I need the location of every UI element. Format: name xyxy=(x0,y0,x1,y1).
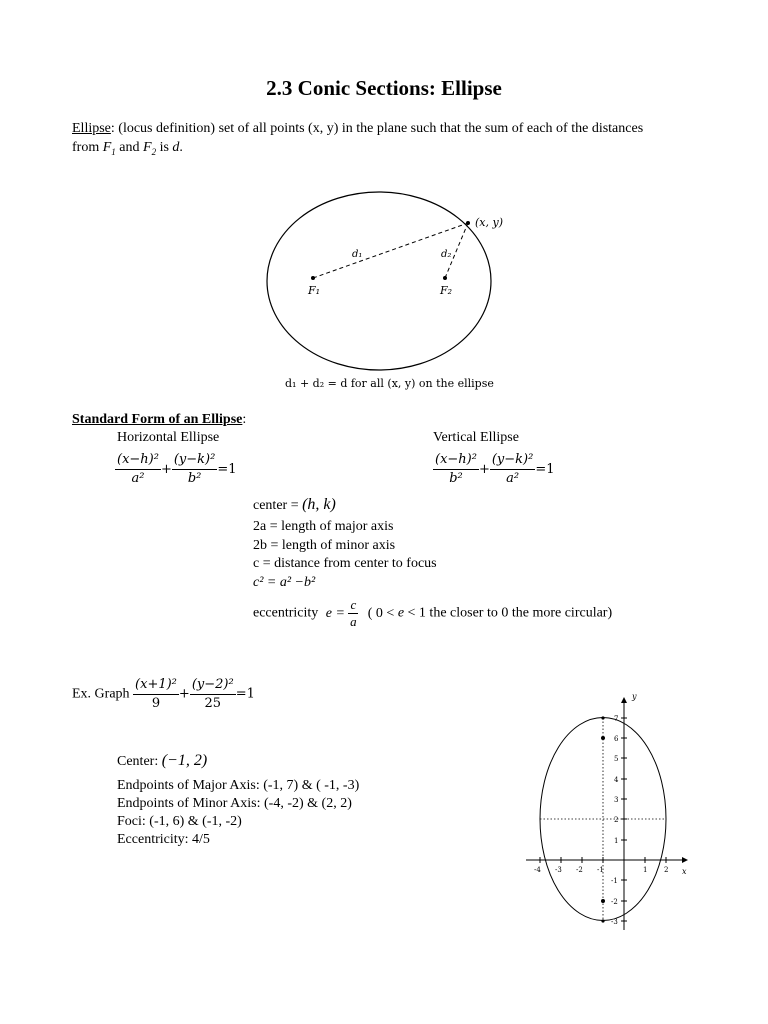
y-tick-label: 7 xyxy=(614,715,619,723)
vertical-equation: $\frac{\text{(x−h)²}}{\text{b²}}$ + $\frac{\text{(y−k)²}}{\text{a²}}$ =1 xyxy=(435,452,555,486)
x-tick-label: 2 xyxy=(664,866,669,874)
x-tick-label: -1 xyxy=(597,866,604,874)
y-tick-label: 2 xyxy=(614,816,619,824)
f2-label: F₂ xyxy=(440,284,453,297)
definition-term: Ellipse xyxy=(72,121,111,136)
example-center-line: Center: (−1, 2) xyxy=(117,752,208,769)
y-axis-label: y xyxy=(632,692,637,701)
locus-diagram xyxy=(255,180,515,400)
f2-inline: $F_2$ xyxy=(143,140,157,157)
example-major-axis: Endpoints of Major Axis: (-1, 7) & ( -1, -3) xyxy=(117,778,360,793)
x-tick-label: -4 xyxy=(534,866,541,874)
d1-label: d₁ xyxy=(352,249,363,260)
y-tick-label: 5 xyxy=(614,755,619,763)
vertical-ellipse-label: Vertical Ellipse xyxy=(433,430,519,445)
y-tick-label: -1 xyxy=(611,877,618,885)
focus-lower-dot xyxy=(601,899,605,903)
example-graph xyxy=(520,690,690,935)
definition-line-1 xyxy=(72,121,643,137)
focus-f2-dot xyxy=(443,276,447,280)
focus-upper-dot xyxy=(601,736,605,740)
example-equation: Ex. Graph $\frac{\text{(x+1)²}}{9}$ + $\frac{\text{(y−2)²}}{25}$ =1 xyxy=(72,677,255,711)
page-title: 2.3 Conic Sections: Ellipse xyxy=(266,76,502,100)
definition-text: : (locus definition) set of all points (x, y) in the plane such that the sum of each of the distances xyxy=(110,121,644,136)
definition-line-2: from $F_1$ and $F_2$ is d. xyxy=(72,140,183,157)
y-tick-label: 6 xyxy=(614,735,619,743)
example-eccentricity: Eccentricity: 4/5 xyxy=(117,832,210,847)
d2-label: d₂ xyxy=(441,249,452,260)
center-line: center = (h, k) xyxy=(253,496,336,513)
point-xy-label: (x, y) xyxy=(475,216,503,229)
y-axis-arrow xyxy=(621,697,627,703)
f1-inline: $F_1$ xyxy=(102,140,116,157)
vertex-top-dot xyxy=(601,716,604,719)
eccentricity-line: eccentricity e = $\frac{c}{a}$ ( 0 < e < 1 the closer to 0 the more circular) xyxy=(253,597,613,629)
diagram-caption: d₁ + d₂ = d for all (x, y) on the ellipse xyxy=(285,377,494,390)
major-axis-line: 2a = length of major axis xyxy=(253,519,394,534)
point-xy-dot xyxy=(466,221,470,225)
x-tick-label: 1 xyxy=(643,866,648,874)
y-tick-label: 1 xyxy=(614,837,619,845)
c-squared-line: c² = a² −b² xyxy=(253,575,316,590)
standard-form-heading-line: Standard Form of an Ellipse: xyxy=(72,412,247,427)
y-tick-label: 4 xyxy=(614,776,619,784)
horizontal-equation: $\frac{\text{(x−h)²}}{\text{a²}}$ + $\frac{\text{(y−k)²}}{\text{b²}}$ =1 xyxy=(117,452,237,486)
x-axis-label: x xyxy=(682,867,687,876)
y-tick-label: -3 xyxy=(611,918,618,926)
x-tick-label: -2 xyxy=(576,866,583,874)
focus-line: c = distance from center to focus xyxy=(253,556,437,571)
y-tick-label: 3 xyxy=(614,796,619,804)
example-foci: Foci: (-1, 6) & (-1, -2) xyxy=(117,814,242,829)
focus-f1-dot xyxy=(311,276,315,280)
y-tick-label: -2 xyxy=(611,898,618,906)
x-axis-arrow xyxy=(682,857,688,863)
example-minor-axis: Endpoints of Minor Axis: (-4, -2) & (2, 2) xyxy=(117,796,352,811)
minor-axis-line: 2b = length of minor axis xyxy=(253,538,396,553)
ellipse-outline xyxy=(267,192,491,370)
f1-label: F₁ xyxy=(308,284,321,297)
vertex-bottom-dot xyxy=(601,919,604,922)
x-tick-label: -3 xyxy=(555,866,562,874)
horizontal-ellipse-label: Horizontal Ellipse xyxy=(117,430,220,445)
standard-form-heading: Standard Form of an Ellipse xyxy=(72,412,243,427)
